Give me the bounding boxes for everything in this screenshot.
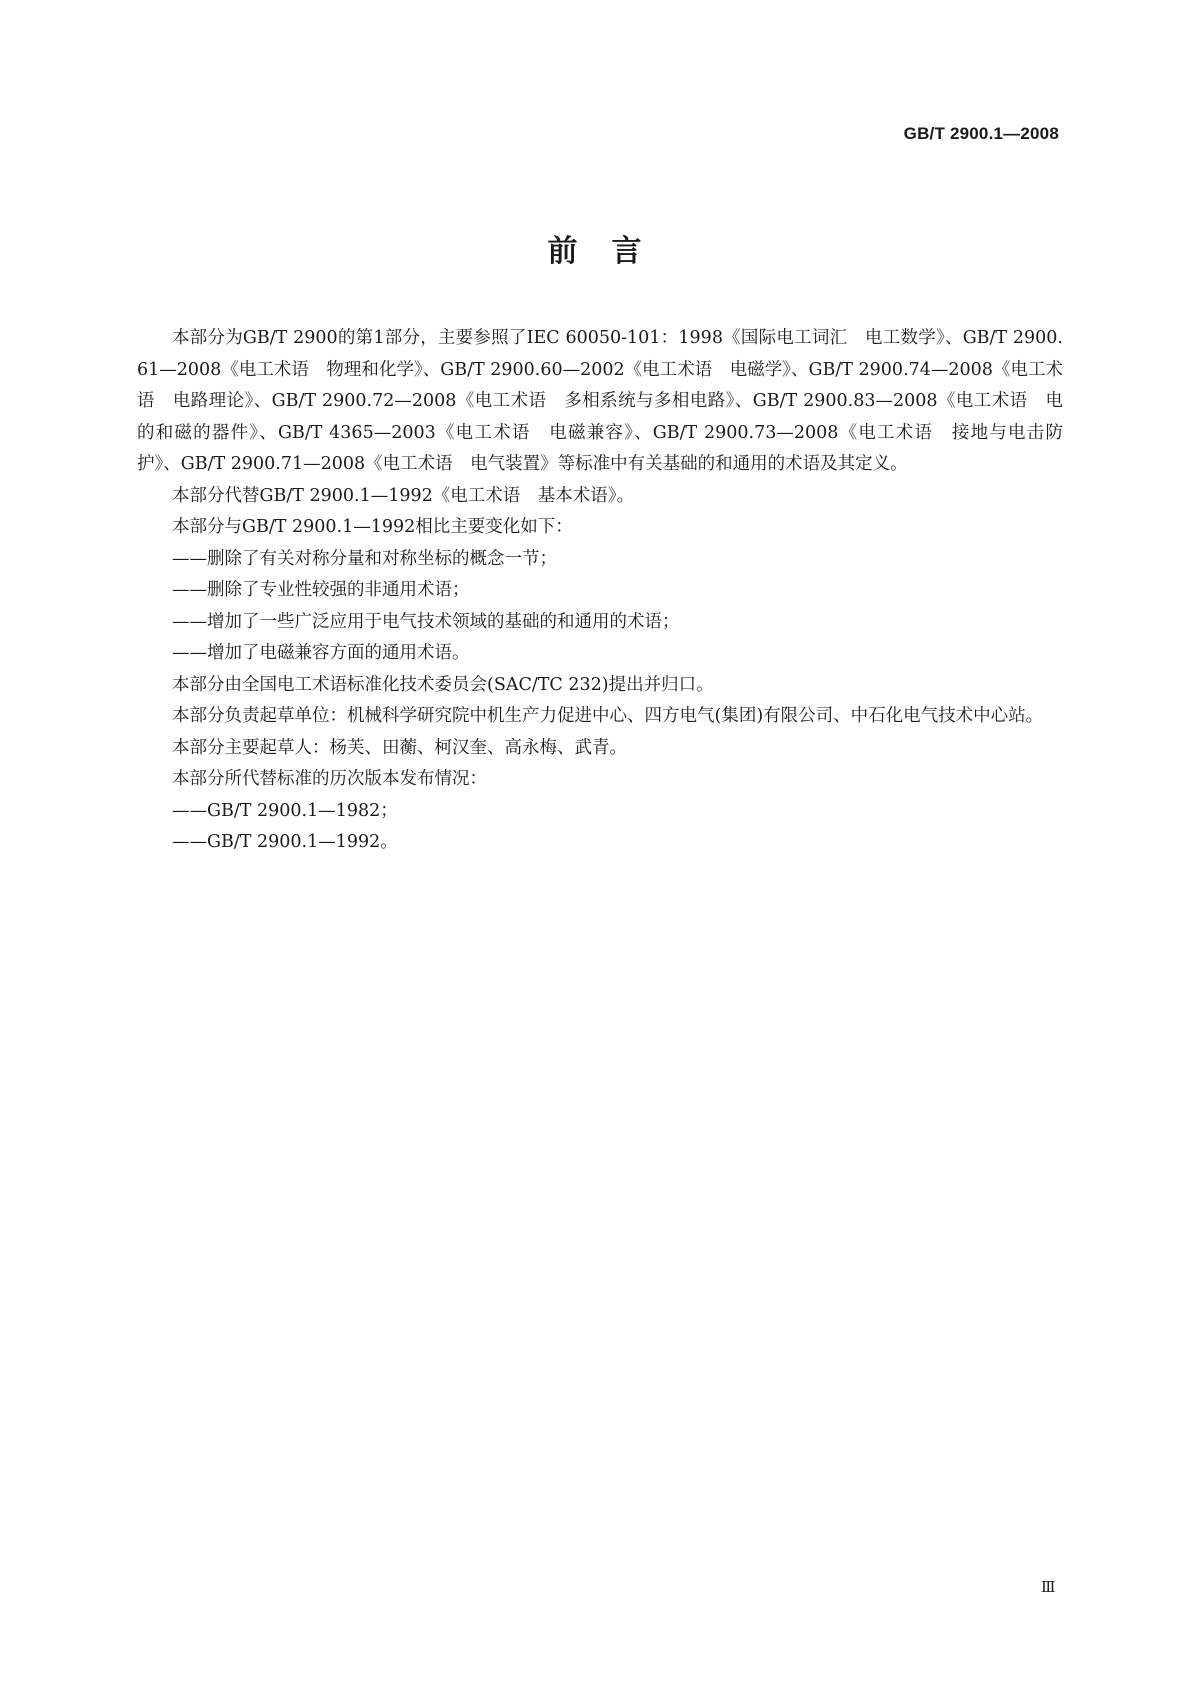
paragraph-drafters: 本部分主要起草人：杨芙、田蘅、柯汉奎、高永梅、武青。 <box>172 737 627 758</box>
standard-number: GB/T 2900.1—2008 <box>903 124 1059 143</box>
section-title-foreword: 前 言 <box>547 234 644 269</box>
paragraph-changes-intro: 本部分与GB/T 2900.1—1992相比主要变化如下： <box>172 517 573 537</box>
foreword-body <box>137 323 1063 859</box>
paragraph-replaces: 本部分代替GB/T 2900.1—1992《电工术语 基本术语》。 <box>172 485 634 506</box>
list-item-change: ——增加了一些广泛应用于电气技术领域的基础的和通用的术语； <box>172 611 680 632</box>
paragraph-scope: 本部分为GB/T 2900的第1部分，主要参照了IEC 60050-101：1998《国际电工词汇 电工数学》、GB/T 2900.61—2008《电工术语 物理和化学》、GB/T 2900.60—2002《电工术语 电磁学》、GB/T 2900.74—2008《电工术语 电路理论》、GB/T 2900.72—2008《电工术语 多相系统与多相电路》、GB/T 2900.83—2008《电工术语 电的和磁的器件》、GB/T 4365—2003《电工术语 电磁兼容》、GB/T 2900.73—2008《电工术语 接地与电击防护》、GB/T 2900.71—2008《电工术语 电气装置》等标准中有关基础的和通用的术语及其定义。 <box>137 328 1063 474</box>
list-item-change: ——增加了电磁兼容方面的通用术语。 <box>172 643 470 663</box>
list-item-history: ——GB/T 2900.1—1982； <box>172 800 398 821</box>
list-item-history: ——GB/T 2900.1—1992。 <box>172 832 398 852</box>
page-number: Ⅲ <box>1041 1578 1056 1596</box>
list-item-change: ——删除了专业性较强的非通用术语； <box>172 580 470 600</box>
paragraph-history-intro: 本部分所代替标准的历次版本发布情况： <box>172 769 487 789</box>
paragraph-drafting-units: 本部分负责起草单位：机械科学研究院中机生产力促进中心、四方电气(集团)有限公司、中石化电气技术中心站。 <box>172 706 1044 726</box>
paragraph-proposer: 本部分由全国电工术语标准化技术委员会(SAC/TC 232)提出并归口。 <box>172 674 714 695</box>
list-item-change: ——删除了有关对称分量和对称坐标的概念一节； <box>172 548 557 569</box>
